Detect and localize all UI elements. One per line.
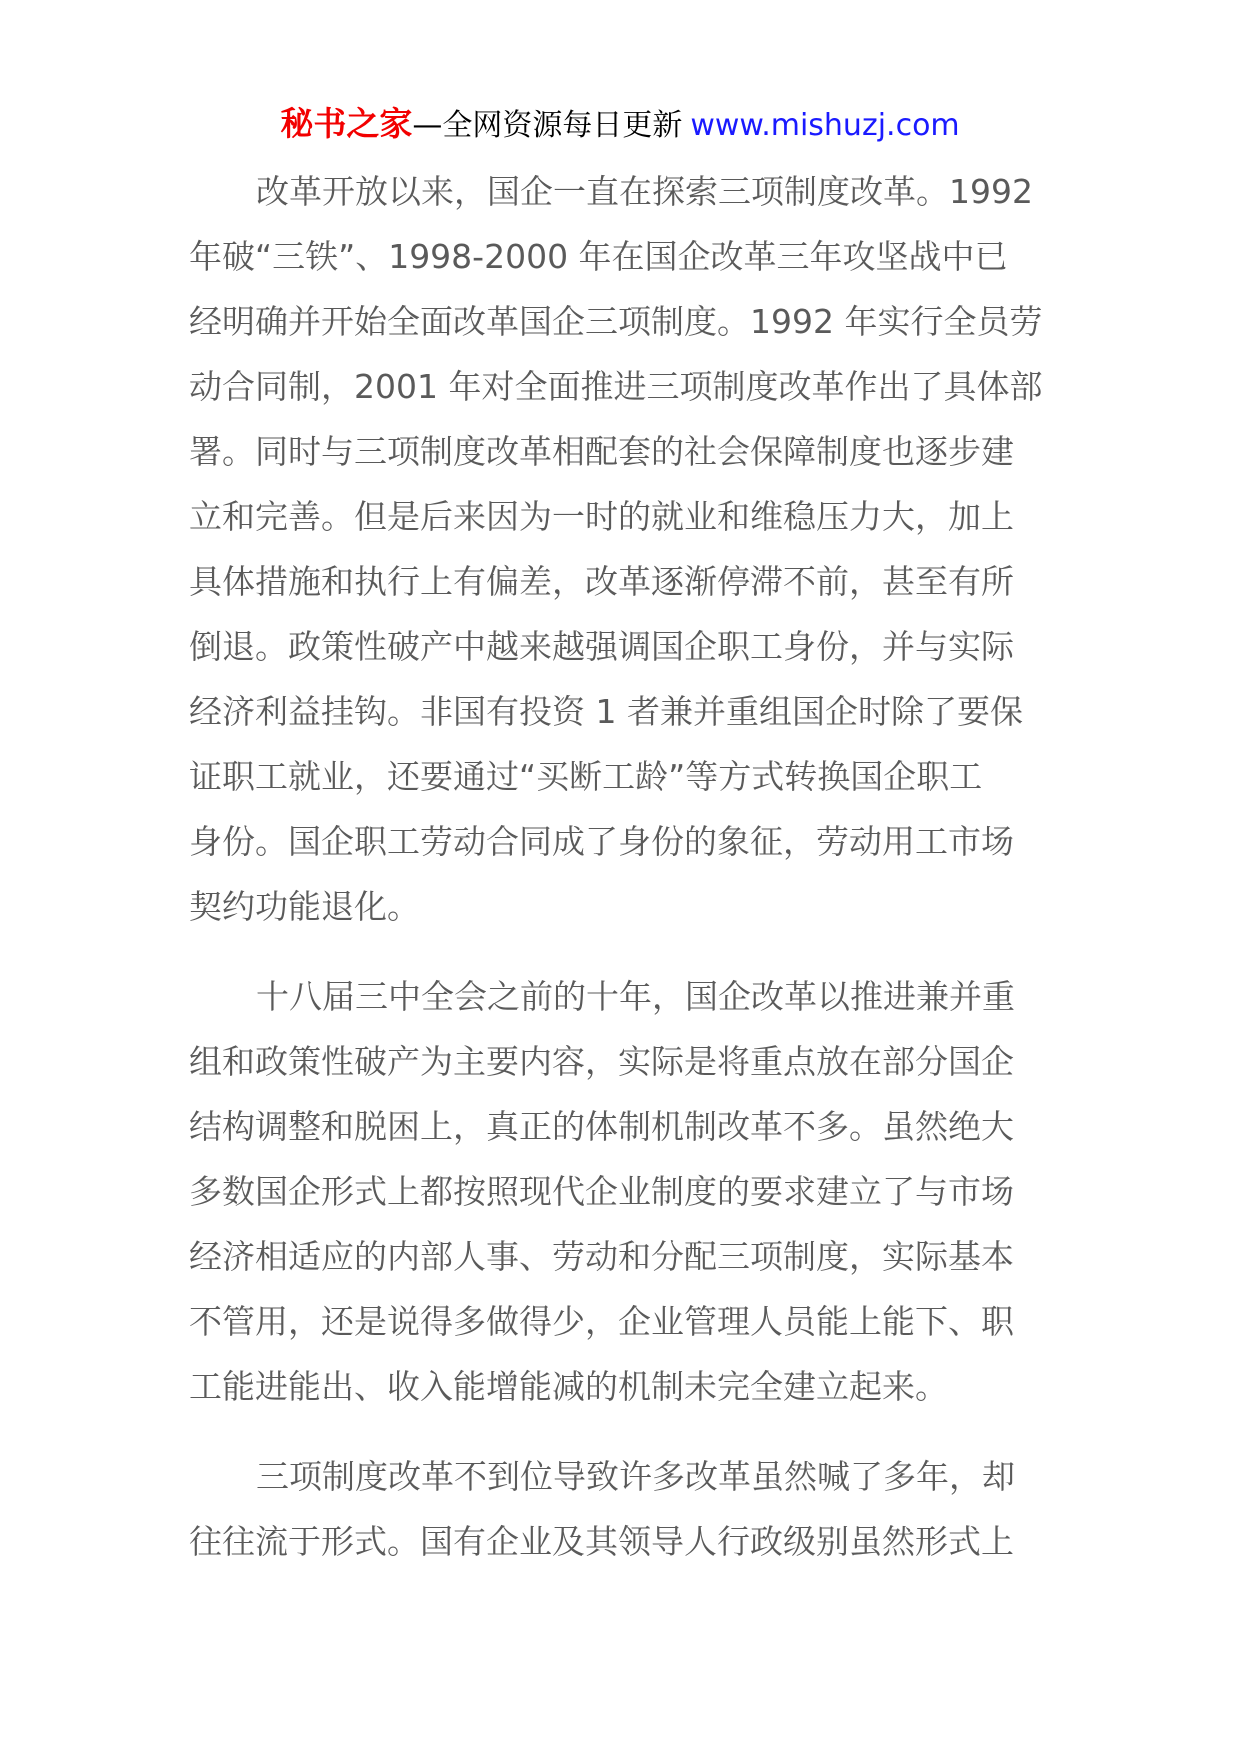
text-line: 经济相适应的内部人事、劳动和分配三项制度，实际基本: [189, 1237, 1014, 1276]
text-line: 契约功能退化。: [189, 887, 420, 926]
site-url-link[interactable]: www.mishuzj.com: [690, 108, 960, 143]
paragraph-2: [189, 964, 1089, 1419]
text-line: 十八届三中全会之前的十年，国企改革以推进兼并重: [256, 977, 1015, 1016]
page-header: [0, 100, 1240, 154]
text-line: 倒退。政策性破产中越来越强调国企职工身份，并与实际: [189, 627, 1014, 666]
text-line: 具体措施和执行上有偏差，改革逐渐停滞不前，甚至有所: [189, 562, 1014, 601]
text-line: 工能进能出、收入能增能减的机制未完全建立起来。: [189, 1367, 948, 1406]
header-tagline: —全网资源每日更新: [412, 108, 683, 143]
text-line: 组和政策性破产为主要内容，实际是将重点放在部分国企: [189, 1042, 1014, 1081]
text-line: 多数国企形式上都按照现代企业制度的要求建立了与市场: [189, 1172, 1014, 1211]
text-line: 身份。国企职工劳动合同成了身份的象征，劳动用工市场: [189, 822, 1014, 861]
text-line: 经济利益挂钩。非国有投资 1 者兼并重组国企时除了要保: [189, 692, 1023, 731]
text-line: 署。同时与三项制度改革相配套的社会保障制度也逐步建: [189, 432, 1014, 471]
document-body: [189, 159, 1089, 1599]
text-line: 改革开放以来，国企一直在探索三项制度改革。1992: [256, 172, 1033, 211]
brand-name: 秘书之家: [280, 104, 413, 143]
text-line: 经明确并开始全面改革国企三项制度。1992 年实行全员劳: [189, 302, 1043, 341]
paragraph-3: [189, 1444, 1089, 1574]
text-line: 立和完善。但是后来因为一时的就业和维稳压力大，加上: [189, 497, 1014, 536]
text-line: 结构调整和脱困上，真正的体制机制改革不多。虽然绝大: [189, 1107, 1014, 1146]
text-line: 三项制度改革不到位导致许多改革虽然喊了多年，却: [256, 1457, 1015, 1496]
text-line: 年破“三铁”、1998-2000 年在国企改革三年攻坚战中已: [189, 237, 1008, 276]
paragraph-1: [189, 159, 1089, 939]
text-line: 证职工就业，还要通过“买断工龄”等方式转换国企职工: [189, 757, 983, 796]
text-line: 动合同制，2001 年对全面推进三项制度改革作出了具体部: [189, 367, 1043, 406]
text-line: 不管用，还是说得多做得少，企业管理人员能上能下、职: [189, 1302, 1014, 1341]
text-line: 往往流于形式。国有企业及其领导人行政级别虽然形式上: [189, 1522, 1014, 1561]
